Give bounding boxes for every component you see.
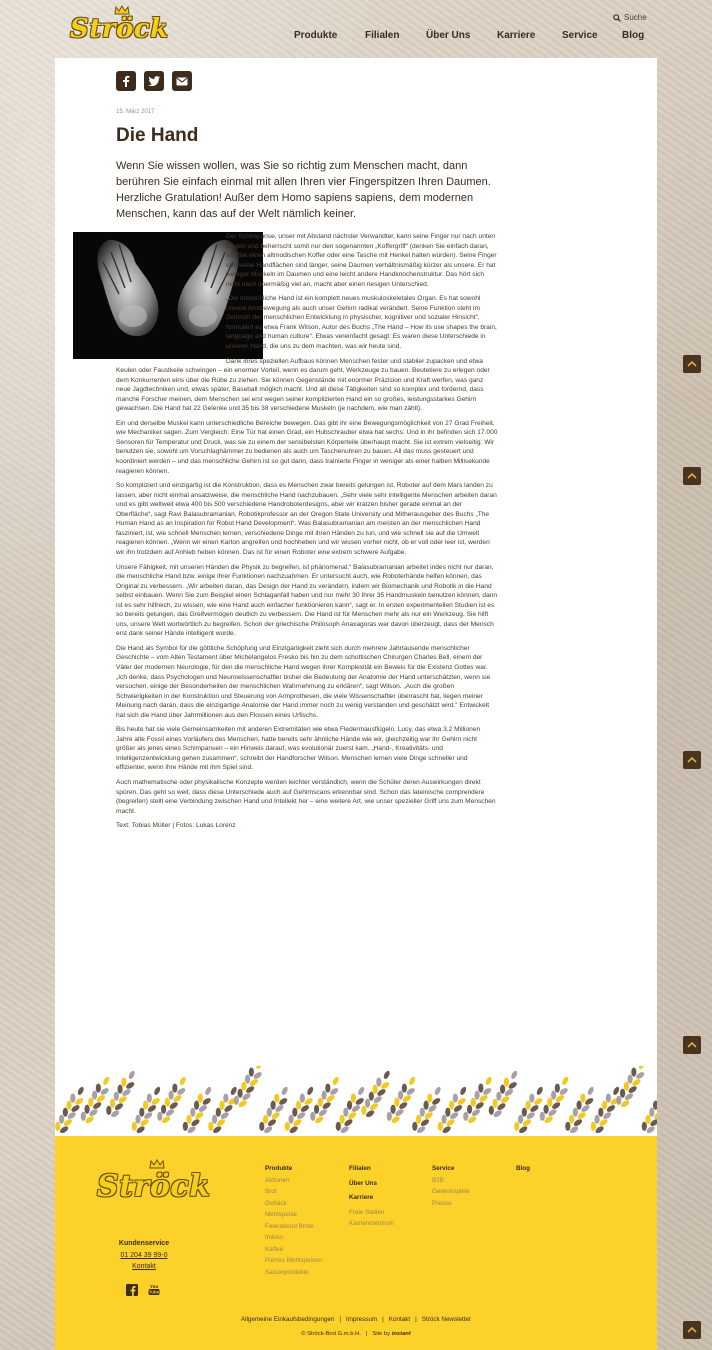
legal-links	[55, 1316, 657, 1323]
article-body	[116, 232, 498, 836]
article-lead: Wenn Sie wissen wollen, was Sie so richtig zum Menschen macht, dann berühren Sie einfach einmal mit allen Ihren vier Fingerspitzen Ihren Daumen. Herzliche Gratulation! Außer dem Homo sapiens sapiens, dem modernen Menschen, kann das auf der Welt nämlich keiner.	[116, 160, 491, 220]
twitter-share-button[interactable]	[144, 71, 164, 91]
wheat-ears-illustration	[55, 1066, 657, 1136]
wheat-ear	[102, 1067, 140, 1120]
wheat-ear	[128, 1083, 166, 1136]
footer-col-produkte	[265, 1163, 322, 1278]
facebook-link[interactable]	[126, 1283, 138, 1295]
footer-link[interactable]: Freie Stellen	[349, 1208, 385, 1216]
footer-link[interactable]: Saisonprodukte	[265, 1268, 309, 1276]
footer-link[interactable]: Presse	[432, 1199, 452, 1207]
search-icon	[613, 14, 621, 22]
article-paragraph: Bis heute hat sie viele Gemeinsamkeiten mit anderen Extremitäten wie etwa Fledermausflügeln. Lucy, das etwa 3,2 Millionen Jahre alte Fossil eines Vorläufers des Menschen, hatte bereits sehr ähnliche Hände wie wir, gleichzeitig war ihr Gehirn nicht größer als jenes eines Schimpansen – ein Hinweis darauf, was evolutionär zuerst kam. „Hand-, Kreativitäts- und Intelligenzentwicklung gehen zusammen“, schreibt der Handforscher Wilson. Menschen lernen viele Dinge schneller und effizienter, wenn ihre Hände mit ihm Spiel sind.	[116, 726, 481, 772]
footer-heading-blog[interactable]: Blog	[516, 1165, 530, 1172]
wheat-ear	[485, 1067, 523, 1120]
separator: |	[365, 1331, 368, 1337]
email-share-button[interactable]	[172, 71, 192, 91]
wheat-decoration	[55, 1066, 657, 1136]
scroll-top-button[interactable]	[683, 355, 701, 373]
stroeck-logo[interactable]	[70, 14, 169, 44]
footer-link[interactable]: Pierres Mehlspeisen	[265, 1257, 323, 1264]
logo-wordmark: Ströck	[70, 14, 169, 44]
search-label: Suche	[624, 13, 647, 22]
envelope-icon	[176, 77, 188, 86]
share-bar	[116, 71, 192, 91]
scroll-top-button[interactable]	[683, 1036, 701, 1054]
article-date: 15. März 2017	[116, 109, 155, 115]
wheat-ear	[383, 1073, 421, 1126]
footer-heading-produkte[interactable]: Produkte	[265, 1165, 293, 1172]
search-link[interactable]	[613, 13, 647, 22]
copyright-line	[55, 1331, 657, 1337]
separator: |	[415, 1316, 417, 1323]
footer-link[interactable]: Feierabend Brote	[265, 1222, 314, 1230]
copyright-text: © Ströck-Brot G.m.b.H.	[301, 1331, 361, 1337]
footer-col-blog	[516, 1163, 530, 1175]
scroll-top-button[interactable]	[683, 1321, 701, 1339]
article-paragraph: So kompliziert und einzigartig ist die Konstruktion, dass es Menschen zwar bereits gelungen ist, Roboter auf dem Mars landen zu lassen, aber nicht einmal ansatzweise, die menschliche Hand nachzubauen. „Sehr viele sehr intelligente Menschen arbeiten daran und es gibt weltweit etwa 400 bis 500 verschiedene Handroboterdesigns, aber wir kratzen bisher gerade einmal an der Oberfläche“, sagt Ravi Balasubramanian, Robotikprofessor an der Oregon State University und Mitherausgeber des Buchs „The Human Hand as an Inspiration for Robot Hand Development“. Was Balasubramanian am meisten an der menschlichen Hand fasziniert, ist, wie schnell Menschen lernen, verschiedene Dinge mit ihren Händen zu tun, und wie schnell sie auf die Umwelt reagieren können. „Wenn wir einen Karton angreifen und hochheben und wir wissen vorher nicht, ob er voll oder leer ist, werden wir ihn trotzdem auf Anhieb heben können. Das ist für einen Roboter eine extrem schwere Aufgabe.	[116, 482, 497, 556]
footer-logo[interactable]	[97, 1169, 210, 1204]
phone-link[interactable]: 01 204 39 99-0	[120, 1252, 168, 1259]
scroll-top-button[interactable]	[683, 751, 701, 769]
site-footer	[55, 1136, 657, 1350]
footer-link[interactable]: Brot	[265, 1188, 277, 1195]
article-container	[55, 58, 657, 1066]
wheat-ear	[638, 1083, 657, 1136]
footer-link[interactable]: Gewinnspiele	[432, 1188, 470, 1195]
nav-item-karriere[interactable]: Karriere	[497, 30, 536, 41]
legal-link-agb[interactable]: Allgemeine Einkaufsbedingungen	[240, 1316, 335, 1323]
chevron-up-icon	[687, 473, 697, 479]
chevron-up-icon	[687, 757, 697, 763]
nav-item-filialen[interactable]: Filialen	[365, 30, 400, 41]
footer-link[interactable]: B2B	[432, 1176, 444, 1184]
contact-link[interactable]: Kontakt	[132, 1263, 156, 1270]
logo-wordmark: Ströck	[97, 1169, 211, 1204]
legal-link-kontakt[interactable]: Kontakt	[388, 1316, 411, 1323]
footer-link[interactable]: Gebäck	[265, 1199, 287, 1207]
crown-icon	[149, 1159, 165, 1169]
separator: |	[382, 1316, 384, 1323]
nav-item-produkte[interactable]: Produkte	[294, 30, 338, 41]
article-paragraph: Dank ihres speziellen Aufbaus können Menschen fester und stabiler zupacken und etwa Keulen oder Faustkeile schwingen – ein enormer Vorteil, wenn es darum geht, Werkzeuge zu bauen. Beutetiere zu erlegen oder dem Konkurrenten eins über die Rübe zu ziehen. Sie können Gegenstände mit enormer Präzision und Kraft werfen, was ganz neue Jagdtechniken und, etwas später, Baseball möglich macht. Und all diese Tätigkeiten sind so komplex und fordernd, dass manche Forscher meinen, dem Menschen sei erst wegen seiner komplizierten Hand ein so großes, leistungsstarkes Gehirn gewachsen. Die Hand hat 22 Gelenke und 35 bis 38 verschiedene Muskeln (je nachdem, wie man zählt).	[116, 357, 490, 413]
footer-col-filialen	[349, 1163, 394, 1230]
article-paragraph: Auch mathematische oder physikalische Konzepte werden leichter verständlich, wenn die Schüler deren Auswirkungen direkt spüren. Das geht so weit, dass diese Unterschiede auch auf Gehirnscans erkennbar sind. Schon das lateinische comprendere (begreifen) stellt eine Verbindung zwischen Hand und Intellekt her – eine weitere Art, wie unser spezieller Griff uns zum Menschen macht.	[116, 778, 496, 815]
footer-heading-karriere[interactable]: Karriere	[349, 1194, 374, 1201]
footer-link[interactable]: Aktionen	[265, 1176, 290, 1184]
facebook-icon	[126, 1284, 138, 1296]
article-paragraph: Die Hand als Symbol für die göttliche Schöpfung und Einzigartigkeit zieht sich durch mehrere Jahrtausende menschlicher Geschichte – vom Alten Testament über Michelangelos Fresko bis hin zu dem schottischen Chirurgen Charles Bell, einem der Väter der modernen Neurologie, für den die menschliche Hand wegen ihrer Komplexität ein Beweis für die Existenz Gottes war. „Ich denke, dass Psychologen und Neurowissenschaftler bisher die Bedeutung der Anatomie der Hand unterschätzten, wenn sie versuchen, einige der Besonderheiten der menschlichen Wahrnehmung zu erklären“, sagt Wilson. „Auch die großen Schwierigkeiten in der Konstruktion und Steuerung von Armprothesen, die viele Wissenschaftler überrascht hat, liegen meiner Meinung nach daran, dass die einzigartige Anatomie der Hand immer noch zu wenig verstanden und geschätzt wird.“ Entwickelt hat sich die Hand über Jahrmillionen aus den Flossen eines Urfischs.	[116, 644, 491, 719]
twitter-icon	[148, 76, 160, 86]
youtube-icon	[148, 1283, 160, 1296]
nav-item-service[interactable]: Service	[562, 30, 598, 41]
chevron-up-icon	[687, 361, 697, 367]
footer-link[interactable]: Kaffee	[265, 1245, 284, 1253]
legal-link-impressum[interactable]: Impressum	[346, 1316, 378, 1323]
nav-item-ueber-uns[interactable]: Über Uns	[426, 30, 471, 41]
article-title: Die Hand	[116, 125, 199, 146]
crown-icon	[114, 5, 130, 15]
agency-logo[interactable]: instant	[391, 1331, 411, 1337]
footer-link[interactable]: Mehlspeise	[265, 1211, 297, 1218]
wheat-ear	[510, 1083, 548, 1136]
site-header	[0, 0, 712, 58]
footer-col-service	[432, 1163, 470, 1209]
nav-item-blog[interactable]: Blog	[622, 30, 645, 41]
svg-text:You: You	[149, 1284, 159, 1289]
footer-link[interactable]: Karrierezentrum	[349, 1220, 395, 1227]
article-paragraph: „Die menschliche Hand ist ein komplett neues muskuloskeletales Organ. Es hat sowohl unsere Armbewegung als auch unser Gehirn radikal verändert. Seine Funktion steht im Zentrum der menschlichen Entwicklung in physischer, kognitiver und sozialer Hinsicht“, formuliert es etwa Frank Wilson, Autor des Buchs „The Hand – How its use shapes the brain, language and human culture“. Etwas vereinfacht gesagt: Es waren diese Unterschiede in unserer Hand, die uns zu dem machten, was wir heute sind.	[226, 295, 497, 351]
chevron-up-icon	[687, 1327, 697, 1333]
facebook-icon	[121, 75, 131, 87]
image-float-spacer	[73, 232, 226, 363]
article-paragraph: Der Schimpanse, unser mit Abstand nächster Verwandter, kann seine Finger nur nach unten biegen und beherrscht somit nur den sogenannten „Koffergriff“ (denken Sie einfach daran, wie Sie einen altmodischen Koffer oder eine Tasche mit Henkel halten würden). Seine Finger und seine Handflächen sind länger, seine Daumen verhältnismäßig kürzer als unsere. Er hat weniger Muskeln im Daumen und eine leicht andere Handknochenstruktur. Das hört sich nicht nach übermäßig viel an, macht aber einen riesigen Unterschied.	[226, 233, 497, 288]
footer-heading-ueber-uns[interactable]: Über Uns	[349, 1179, 377, 1187]
kundenservice-block	[117, 1240, 171, 1272]
scroll-top-button[interactable]	[683, 467, 701, 485]
legal-link-newsletter[interactable]: Ströck Newsletter	[421, 1316, 472, 1323]
footer-link[interactable]: Imbiss	[265, 1234, 284, 1241]
site-by-label: Site by	[372, 1331, 391, 1337]
article-paragraph: Ein und derselbe Muskel kann unterschiedliche Bereiche bewegen. Das gibt ihr eine Bewegungsmöglichkeit von 27 Grad Freiheit, wie Mechaniker sagen. Zum Vergleich: Eine Tür hat einen Grad, ein Hubschrauber etwa hat sechs. Und in ihr befinden sich 17.000 Sensoren für Temperatur und Druck, was sie zu einem der sensibelsten Körperteile überhaupt macht. Sie ist extrem vielseitig: Wir benutzen sie, sowohl um Vorschlaghämmer zu bedienen als auch um Taschenuhren zu bauen. All das muss gesteuert und koordiniert werden – und das menschliche Gehirn ist so gut darin, dass trainierte Finger in weniger als einer halben Millisekunde reagieren können.	[116, 419, 498, 475]
footer-heading-service[interactable]: Service	[432, 1165, 455, 1172]
article-paragraph: Unsere Fähigkeit, mit unseren Händen die Physik zu begreifen, ist phänomenal.“ Balasubramanian arbeitet indes nicht nur daran, die menschliche Hand bzw. einige ihrer Funktionen nachzuahmen. Er untersucht auch, wie Roboterhände helfen können, das Original zu verbessern. „Wir arbeiten daran, das Design der Hand zu verändern, indem wir Biomechanik und Robotik in die Hand selbst einbauen. Wenn Sie zum Beispiel einen Schlaganfall haben und nur mehr 30 Ihrer 35 Handmuskeln benutzen können, dann ist es sehr hilfreich, zu wissen, wie eine Hand auch einfacher funktionieren kann“, sagt er. In ersten experimentellen Studien ist es so bereits gelungen, das Greifvermögen deutlich zu verbessern. Die Hand ist für Menschen mehr als nur ein Werkzeug. Sie hilft uns, unsere Welt wortwörtlich zu begreifen. Schon der griechische Philosoph Anaxagoras war davon überzeugt, dass der Mensch erst dank seiner Hände intelligent wurde.	[116, 563, 498, 638]
footer-heading-filialen[interactable]: Filialen	[349, 1165, 371, 1172]
youtube-link[interactable]	[148, 1283, 160, 1295]
facebook-share-button[interactable]	[116, 71, 136, 91]
chevron-up-icon	[687, 1042, 697, 1048]
svg-text:Tube: Tube	[148, 1289, 160, 1295]
separator: |	[339, 1316, 341, 1323]
kundenservice-title: Kundenservice	[118, 1240, 170, 1247]
article-credits: Text: Tobias Müller | Fotos: Lukas Lorenz	[116, 822, 236, 830]
